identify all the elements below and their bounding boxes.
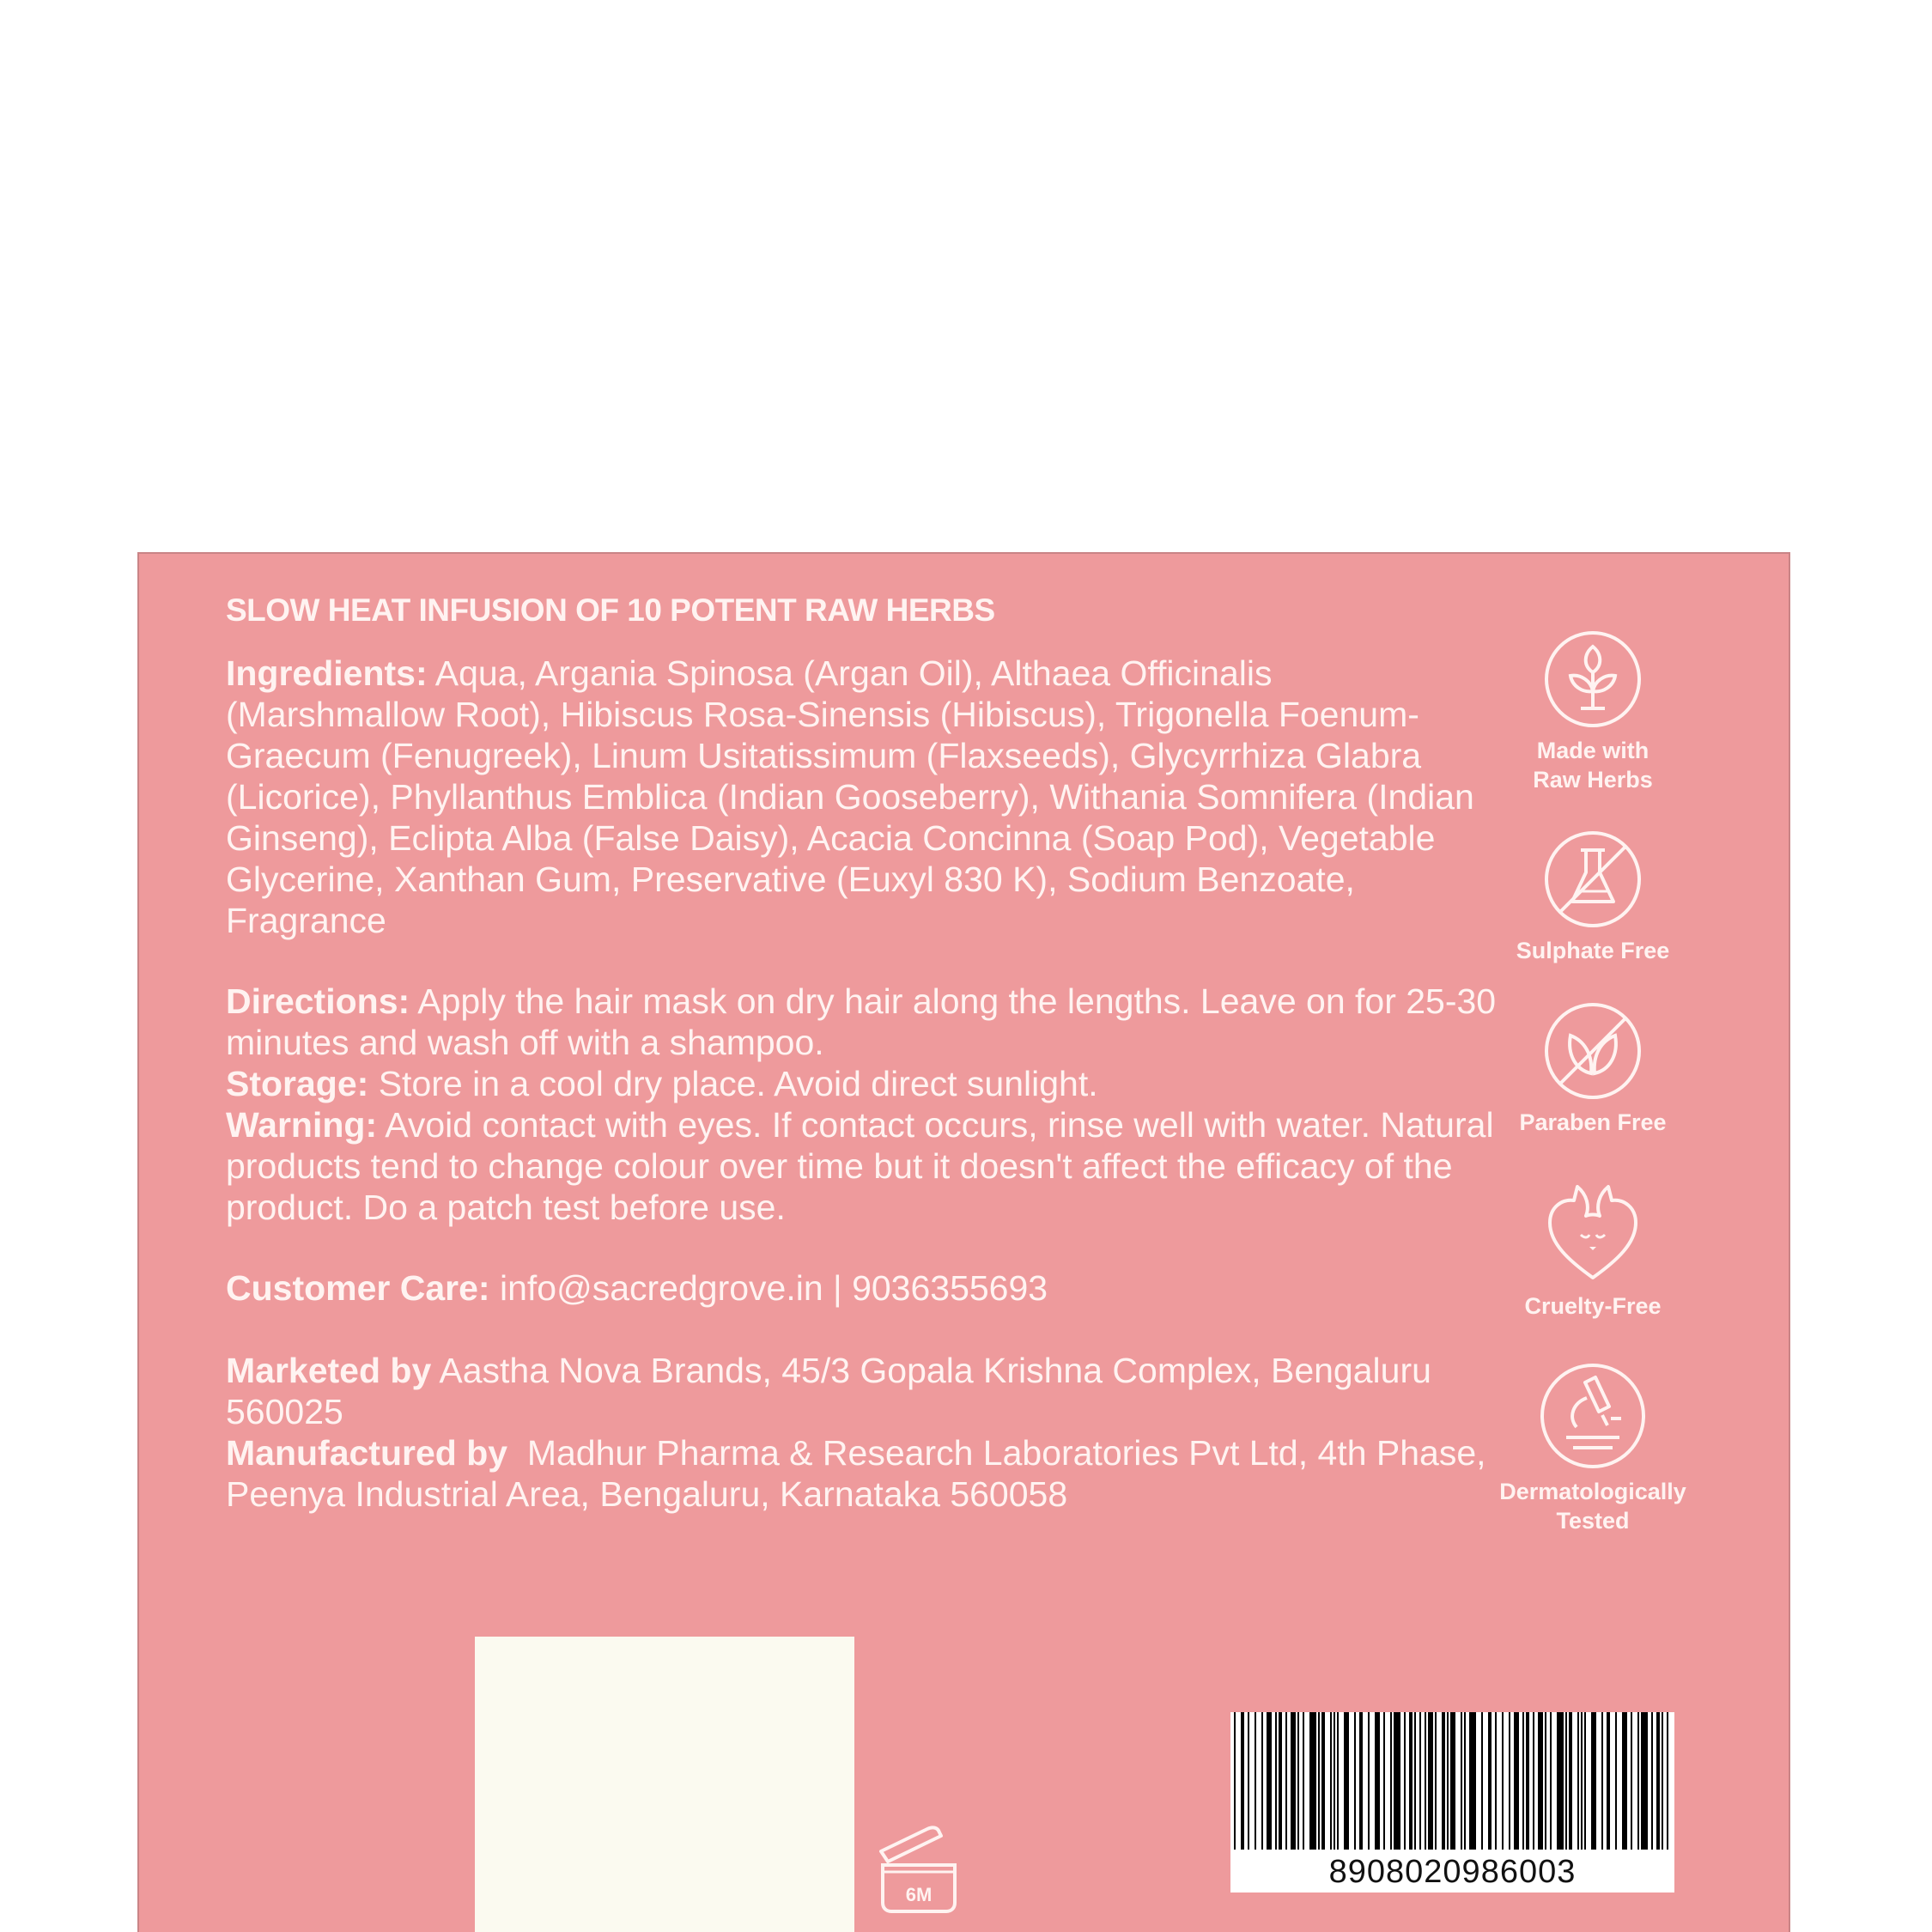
storage-label: Storage: <box>226 1064 369 1103</box>
barcode-bar <box>1291 1712 1296 1850</box>
barcode-bars <box>1230 1712 1674 1850</box>
barcode-bar <box>1615 1712 1617 1850</box>
warning-label: Warning: <box>226 1105 378 1145</box>
barcode-bar <box>1667 1712 1668 1850</box>
barcode-bar <box>1442 1712 1445 1850</box>
badge-dermatologically-tested <box>1481 1362 1704 1535</box>
barcode-bar <box>1419 1712 1421 1850</box>
barcode-bar <box>1390 1712 1392 1850</box>
badge-paraben-free <box>1481 1001 1704 1137</box>
barcode-bar <box>1375 1712 1380 1850</box>
barcode-bar <box>1651 1712 1653 1850</box>
barcode-bar <box>1261 1712 1263 1850</box>
barcode-bar <box>1464 1712 1466 1850</box>
barcode-bar <box>1569 1712 1572 1850</box>
blank-label-area <box>475 1637 854 1932</box>
barcode-bar <box>1631 1712 1632 1850</box>
barcode-bar <box>1495 1712 1497 1850</box>
microscope-icon <box>1539 1362 1647 1470</box>
barcode-bar <box>1557 1712 1564 1850</box>
leaf-sprout-icon <box>1543 629 1643 729</box>
customer-care-section <box>226 1267 1497 1309</box>
company-section <box>226 1350 1497 1515</box>
badge-cruelty-free <box>1481 1182 1704 1321</box>
storage-text: Store in a cool dry place. Avoid direct sunlight. <box>368 1064 1098 1103</box>
barcode-bar <box>1404 1712 1406 1850</box>
barcode-bar <box>1383 1712 1385 1850</box>
barcode-bar <box>1241 1712 1244 1850</box>
directions-label: Directions: <box>226 981 410 1021</box>
pao-label: 6M <box>905 1884 933 1905</box>
leaves-icon <box>1543 1001 1643 1101</box>
barcode-bar <box>1234 1712 1236 1850</box>
barcode-bar <box>1267 1712 1272 1850</box>
barcode-bar <box>1359 1712 1363 1850</box>
barcode-bar <box>1584 1712 1586 1850</box>
barcode-bar <box>1297 1712 1299 1850</box>
usage-section <box>226 981 1497 1228</box>
barcode-bar <box>1255 1712 1256 1850</box>
barcode-bar <box>1509 1712 1510 1850</box>
barcode-bar <box>1285 1712 1287 1850</box>
barcode-bar <box>1581 1712 1583 1850</box>
barcode-bar <box>1622 1712 1627 1850</box>
barcode-number: 8908020986003 <box>1328 1854 1577 1890</box>
ingredients-section <box>226 653 1497 941</box>
barcode-bar <box>1414 1712 1416 1850</box>
ingredients-label: Ingredients: <box>226 653 428 693</box>
barcode-bar <box>1368 1712 1370 1850</box>
barcode-bar <box>1481 1712 1483 1850</box>
badge-label: Dermatologically Tested <box>1499 1479 1686 1534</box>
barcode-bar <box>1607 1712 1610 1850</box>
barcode-bar <box>1409 1712 1413 1850</box>
barcode-bar <box>1601 1712 1603 1850</box>
barcode <box>1230 1712 1674 1893</box>
marketed-by-label: Marketed by <box>226 1351 432 1390</box>
barcode-bar <box>1461 1712 1462 1850</box>
barcode-bar <box>1321 1712 1325 1850</box>
barcode-bar <box>1275 1712 1277 1850</box>
barcode-bar <box>1354 1712 1356 1850</box>
barcode-bar <box>1591 1712 1596 1850</box>
badge-label: Made with Raw Herbs <box>1533 738 1653 793</box>
barcode-bar <box>1502 1712 1504 1850</box>
marketed-by-text: Aastha Nova Brands, 45/3 Gopala Krishna Complex, Bengaluru 560025 <box>226 1351 1431 1431</box>
barcode-bar <box>1656 1712 1660 1850</box>
badge-label: Paraben Free <box>1519 1109 1667 1135</box>
badge-raw-herbs <box>1481 629 1704 794</box>
customer-care-label: Customer Care: <box>226 1268 490 1308</box>
barcode-bar <box>1344 1712 1349 1850</box>
barcode-bar <box>1577 1712 1579 1850</box>
barcode-bar <box>1330 1712 1332 1850</box>
manufactured-by-text: Madhur Pharma & Research Laboratories Pvt Ltd, 4th Phase, Peenya Industrial Area, Bengaluru, Karnataka 560058 <box>226 1433 1496 1514</box>
barcode-bar <box>1248 1712 1249 1850</box>
barcode-bar <box>1318 1712 1320 1850</box>
barcode-bar <box>1447 1712 1449 1850</box>
directions-text: Apply the hair mask on dry hair along the lengths. Leave on for 25-30 minutes and wash off with a shampoo. <box>226 981 1497 1062</box>
headline: SLOW HEAT INFUSION OF 10 POTENT RAW HERBS <box>226 592 995 628</box>
barcode-bar <box>1309 1712 1316 1850</box>
barcode-bar <box>1641 1712 1648 1850</box>
barcode-bar <box>1522 1712 1524 1850</box>
manufactured-by-label: Manufactured by <box>226 1433 508 1473</box>
barcode-bar <box>1425 1712 1426 1850</box>
barcode-bar <box>1565 1712 1567 1850</box>
barcode-bar <box>1526 1712 1529 1850</box>
customer-care-text: info@sacredgrove.in | 9036355693 <box>489 1268 1048 1308</box>
barcode-bar <box>1514 1712 1519 1850</box>
badge-label: Sulphate Free <box>1516 938 1670 963</box>
barcode-bar <box>1550 1712 1552 1850</box>
barcode-bar <box>1394 1712 1400 1850</box>
period-after-opening-icon <box>876 1819 962 1913</box>
barcode-bar <box>1488 1712 1492 1850</box>
barcode-bar <box>1450 1712 1455 1850</box>
barcode-bar <box>1469 1712 1476 1850</box>
no-flask-icon <box>1543 829 1643 929</box>
barcode-bar <box>1279 1712 1282 1850</box>
barcode-bar <box>1428 1712 1433 1850</box>
barcode-bar <box>1303 1712 1304 1850</box>
barcode-bar <box>1545 1712 1546 1850</box>
barcode-bar <box>1662 1712 1663 1850</box>
badge-sulphate-free <box>1481 829 1704 965</box>
barcode-bar <box>1435 1712 1437 1850</box>
ingredients-text: Aqua, Argania Spinosa (Argan Oil), Althaea Officinalis (Marshmallow Root), Hibiscus Rosa-Sinensis (Hibiscus), Trigonella Foenum-Graecum (Fenugreek), Linum Usitatissimum (Flaxseeds), Glycyrrhiza Glabra (Licorice), Phyllanthus Emblica (Indian Gooseberry), Withania Somnifera (Indian Ginseng), Eclipta Alba (False Daisy), Acacia Concinna (Soap Pod), Vegetable Glycerine, Xanthan Gum, Preservative (Euxyl 830 K), Sodium Benzoate, Fragrance <box>226 653 1474 940</box>
barcode-bar <box>1334 1712 1335 1850</box>
barcode-bar <box>1533 1712 1534 1850</box>
badge-label: Cruelty-Free <box>1524 1293 1662 1319</box>
barcode-bar <box>1538 1712 1543 1850</box>
barcode-bar <box>1637 1712 1639 1850</box>
barcode-bar <box>1337 1712 1339 1850</box>
warning-text: Avoid contact with eyes. If contact occurs, rinse well with water. Natural products tend to change colour over time but it doesn't affect the efficacy of the product. Do a patch test before use. <box>226 1105 1494 1227</box>
bunny-heart-icon <box>1543 1182 1643 1285</box>
